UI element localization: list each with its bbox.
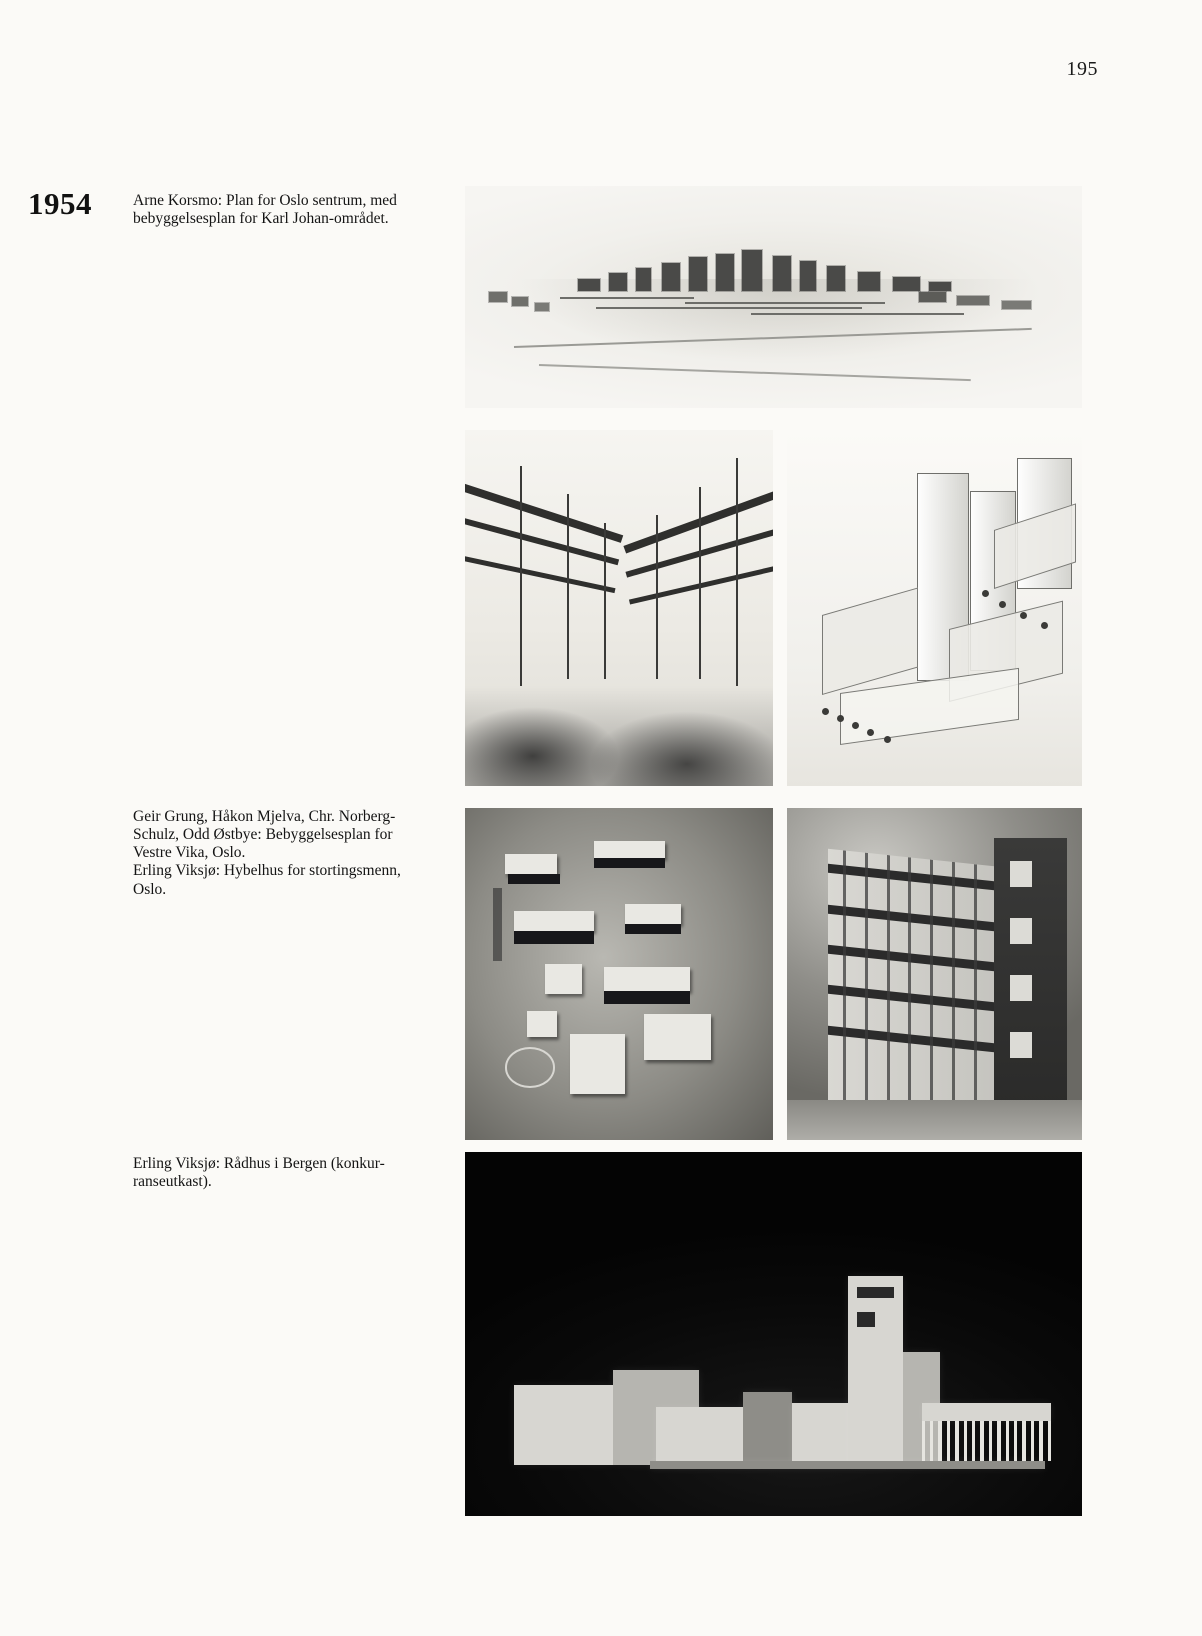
caption-vestre-vika — [133, 808, 429, 899]
figure-street-perspective-sketch — [465, 430, 773, 786]
caption-oslo-sentrum — [133, 192, 428, 228]
building-end-wall — [994, 838, 1068, 1124]
model-low-block — [514, 1385, 613, 1465]
caption-line: Arne Korsmo: Plan for Oslo sentrum, med — [133, 192, 397, 209]
caption-line: bebyggelsesplan for Karl Johan-området. — [133, 210, 389, 228]
model-base-plate — [650, 1461, 1045, 1468]
caption-line: Erling Viksjø: Rådhus i Bergen (konkur- — [133, 1155, 385, 1172]
sketch-crowd-foreground — [465, 686, 773, 786]
year-label: 1954 — [28, 186, 92, 221]
model-roof-slab — [922, 1403, 1052, 1421]
caption-line: Schulz, Odd Østbye: Bebyggelsesplan for — [133, 826, 393, 844]
caption-line: Oslo. — [133, 880, 167, 898]
model-tower — [848, 1276, 904, 1465]
caption-line: Vestre Vika, Oslo. — [133, 844, 246, 862]
building-facade — [828, 849, 1011, 1121]
model-podium — [656, 1407, 755, 1465]
drawing-east-blocks — [909, 284, 1069, 328]
page-number: 195 — [1066, 58, 1098, 80]
caption-line: ranseutkast). — [133, 1173, 212, 1191]
figure-bergen-radhus-model-night — [465, 1152, 1082, 1516]
figure-aerial-plan-oslo-sentrum — [465, 186, 1082, 408]
figure-hybelhus-apartment-photo — [787, 808, 1082, 1140]
caption-line: Erling Viksjø: Hybelhus for stortingsmenn, — [133, 862, 401, 880]
caption-bergen-radhus — [133, 1155, 429, 1191]
figure-axonometric-block-study — [787, 430, 1082, 786]
figure-site-model-vestre-vika — [465, 808, 773, 1140]
model-mid-block — [743, 1392, 792, 1465]
model-colonnade — [922, 1421, 1052, 1461]
drawing-west-blocks — [484, 284, 595, 324]
caption-line: Geir Grung, Håkon Mjelva, Chr. Norberg- — [133, 808, 396, 825]
photo-street-ground — [787, 1100, 1082, 1140]
